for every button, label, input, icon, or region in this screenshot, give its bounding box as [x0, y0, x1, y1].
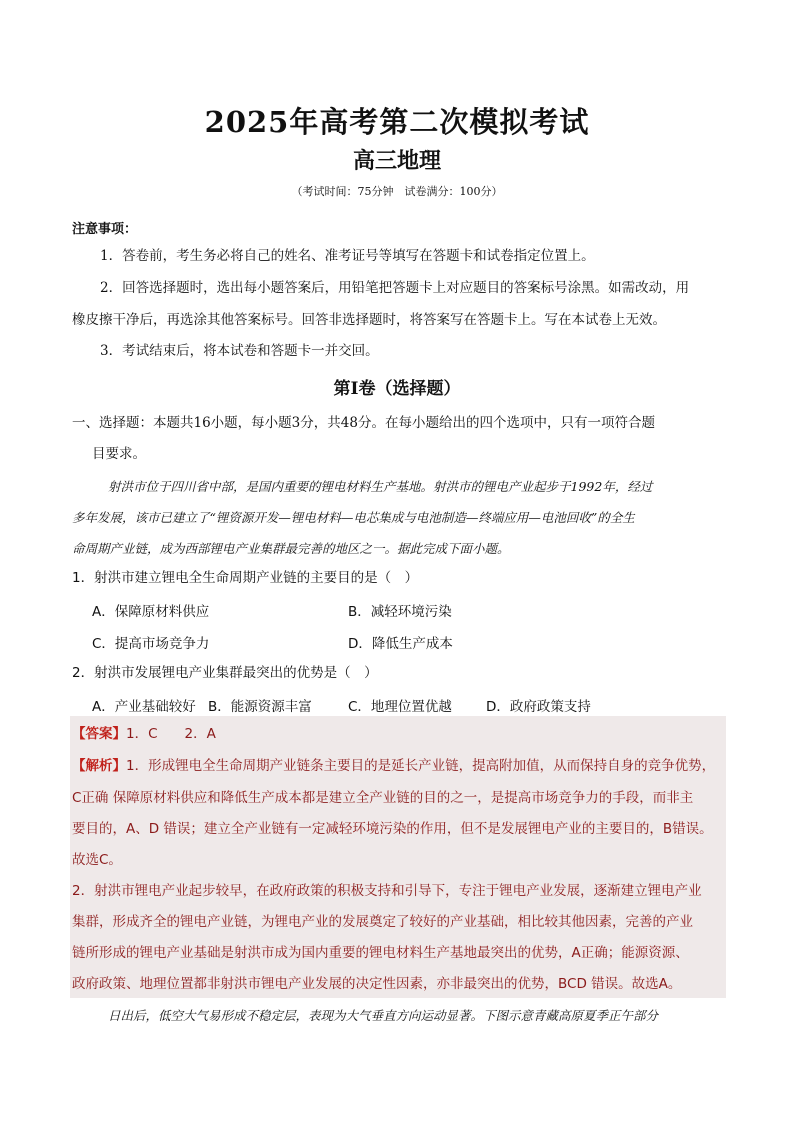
notice-item: 橡皮擦干净后，再选涂其他答案标号。回答非选择题时，将答案写在答题卡上。写在本试卷上无效。	[72, 312, 666, 328]
analysis-line: 集群，形成齐全的锂电产业链，为锂电产业的发展奠定了较好的产业基础，相比较其他因素，完善的产业	[72, 914, 693, 930]
option-c: C．地理位置优越	[348, 699, 452, 715]
analysis-line: 故选C。	[72, 852, 122, 868]
option-a: A．产业基础较好	[92, 699, 196, 715]
option-c: C．提高市场竞争力	[92, 636, 210, 652]
answer-tag: 【答案】	[72, 726, 126, 742]
option-a: A．保障原材料供应	[92, 604, 210, 620]
section-instruction: 目要求。	[92, 446, 146, 462]
analysis-text: 1．形成锂电全生命周期产业链条主要目的是延长产业链，提高附加值，从而保持自身的竞争优势，	[126, 758, 716, 774]
passage-line: 多年发展，该市已建立了“锂资源开发—锂电材料—电芯集成与电池制造—终端应用—电池回收”的全生	[72, 510, 635, 525]
question-stem: 2．射洪市发展锂电产业集群最突出的优势是（ ）	[72, 665, 378, 681]
analysis-line	[72, 756, 715, 776]
analysis-tag: 【解析】	[72, 758, 126, 774]
section-title: 第Ⅰ卷（选择题）	[333, 379, 461, 399]
option-d: D．降低生产成本	[348, 636, 453, 652]
option-b: B．能源资源丰富	[208, 699, 312, 715]
analysis-line: 2．射洪市锂电产业起步较早，在政府政策的积极支持和引导下，专注于锂电产业发展，逐渐建立锂电产业	[72, 883, 702, 899]
analysis-line: 要目的，A、D 错误；建立全产业链有一定减轻环境污染的作用，但不是发展锂电产业的主要目的，B错误。	[72, 821, 713, 837]
notice-item: 2．回答选择题时，选出每小题答案后，用铅笔把答题卡上对应题目的答案标号涂黑。如需改动，用	[100, 280, 690, 296]
section-instruction: 一、选择题：本题共16小题，每小题3分，共48分。在每小题给出的四个选项中，只有一项符合题	[72, 415, 655, 431]
exam-info: （考试时间：75分钟 试卷满分：100分）	[291, 185, 503, 198]
analysis-line: 链所形成的锂电产业基础是射洪市成为国内重要的锂电材料生产基地最突出的优势，A正确；能源资源、	[72, 945, 689, 961]
answer-text: 1．C 2．A	[126, 726, 216, 742]
notice-heading: 注意事项：	[72, 222, 138, 237]
question-stem: 1．射洪市建立锂电全生命周期产业链的主要目的是（ ）	[72, 570, 419, 586]
option-b: B．减轻环境污染	[348, 604, 452, 620]
analysis-line: 政府政策、地理位置都非射洪市锂电产业发展的决定性因素，亦非最突出的优势，BCD 错误。故选A。	[72, 976, 682, 992]
option-d: D．政府政策支持	[486, 699, 591, 715]
passage-line: 命周期产业链，成为西部锂电产业集群最完善的地区之一。据此完成下面小题。	[72, 541, 510, 556]
notice-item: 3．考试结束后，将本试卷和答题卡一并交回。	[100, 343, 379, 359]
answer-line	[72, 724, 216, 744]
passage-line: 射洪市位于四川省中部，是国内重要的锂电材料生产基地。射洪市的锂电产业起步于1992年，经过	[108, 479, 653, 494]
notice-item: 1．答卷前，考生务必将自己的姓名、准考证号等填写在答题卡和试卷指定位置上。	[100, 248, 595, 264]
exam-title: 2025年高考第二次模拟考试	[204, 105, 590, 139]
exam-subtitle: 高三地理	[352, 148, 441, 174]
analysis-line: C正确 保障原材料供应和降低生产成本都是建立全产业链的目的之一，是提高市场竞争力的手段，而非主	[72, 790, 694, 806]
next-passage-line: 日出后，低空大气易形成不稳定层，表现为大气垂直方向运动显著。下图示意青藏高原夏季正午部分	[108, 1008, 659, 1023]
